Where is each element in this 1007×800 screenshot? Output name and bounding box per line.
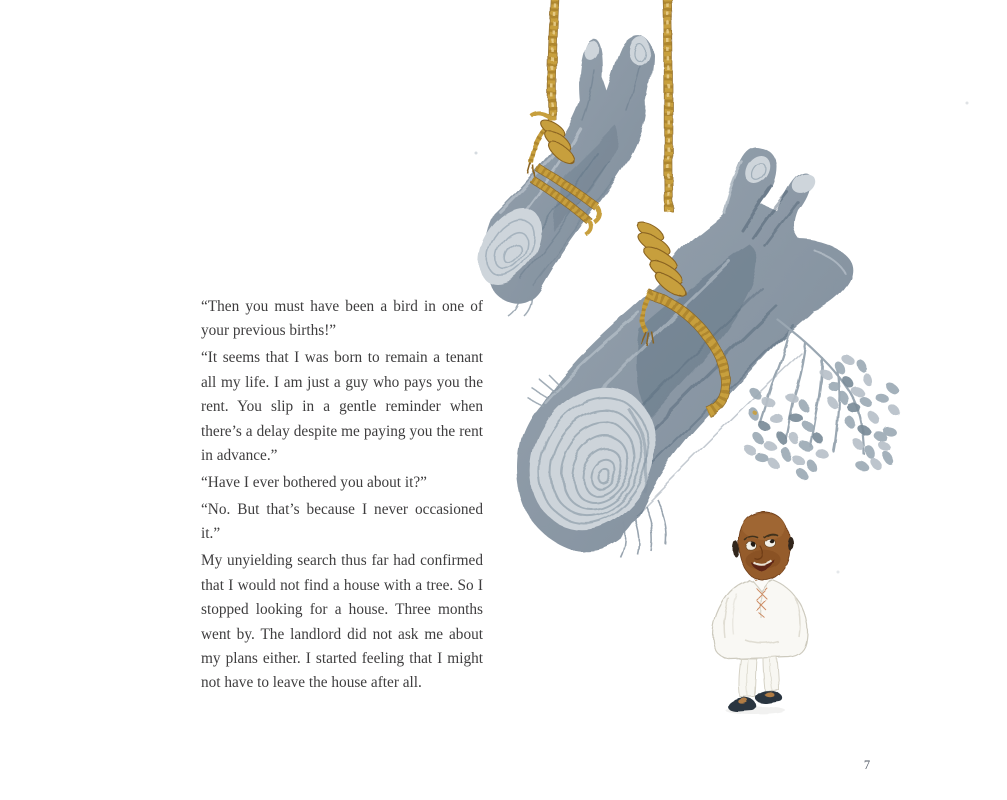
page-number: 7 [863,758,871,772]
man-in-white [713,512,808,714]
paragraph: “No. But that’s because I never occasioned it.” [201,501,483,543]
paragraph: “Have I ever bothered you about it?” [201,474,427,492]
story-text [201,295,483,698]
paragraph: “Then you must have been a bird in one of your previous births!” [201,298,483,340]
paragraph: “It seems that I was born to remain a tenant all my life. I am just a guy who pays you the rent. You slip in a gentle reminder when there’s a delay despite me paying you the rent in advance.” [201,349,483,465]
paragraph: My unyielding search thus far had confirmed that I would not find a house with a tree. So I stopped looking for a house. Three months went by. The landlord did not ask me about my plans either. I started feeling that I might not have to leave the house after all. [201,552,483,692]
small-branch [465,35,653,316]
